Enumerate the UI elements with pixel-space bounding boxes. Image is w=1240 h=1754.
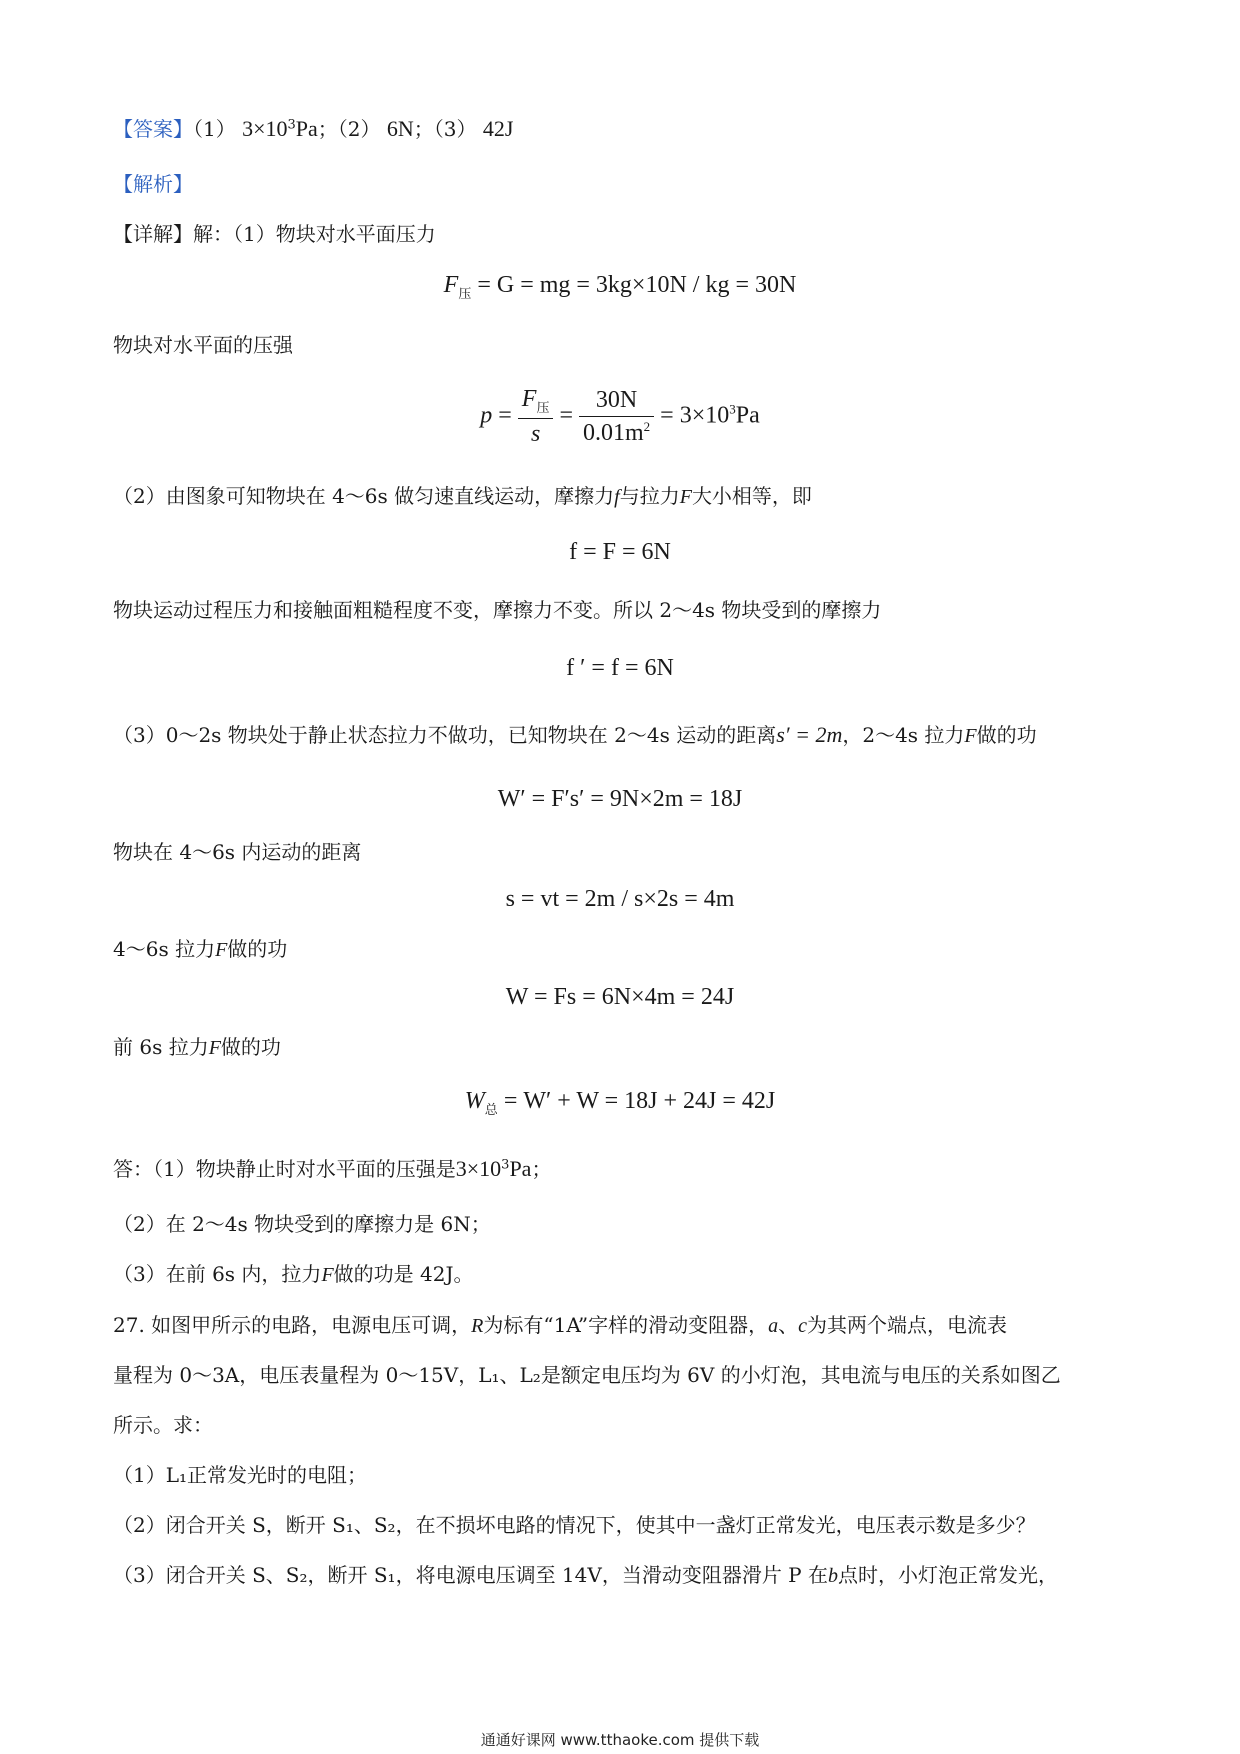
detail-line-3	[113, 484, 812, 509]
eq2-result-exp: 3	[729, 401, 736, 417]
conclusion-line-1	[113, 1156, 551, 1182]
answer-p1-unit: Pa	[295, 116, 318, 141]
q27-subquestion-2	[113, 1513, 1036, 1537]
eq2-frac-2	[579, 387, 654, 447]
line3-text-a: （2）由图象可知物块在 4～6s 做匀速直线运动，摩擦力	[113, 484, 615, 508]
conclusion-c3-text-a: （3）在前 6s 内，拉力	[113, 1262, 322, 1286]
conclusion-c2: （2）在 2～4s 物块受到的摩擦力是 6N；	[113, 1212, 491, 1236]
q27-l3: 所示。求：	[113, 1413, 213, 1437]
eq2-num2: 30N	[579, 387, 654, 417]
detail-tag: 【详解】	[113, 222, 193, 246]
line8-text-a: 前 6s 拉力	[113, 1035, 209, 1059]
equation-friction-2	[0, 655, 1240, 682]
eq2-den2-exp: 2	[643, 418, 651, 434]
conclusion-line-3	[113, 1262, 473, 1287]
q27-line-2	[113, 1363, 1061, 1387]
detail-line-6	[113, 840, 361, 864]
q27-q2: （2）闭合开关 S，断开 S₁、S₂，在不损坏电路的情况下，使其中一盏灯正常发光，电压表示数是多少？	[113, 1513, 1036, 1537]
detail-line-5	[113, 722, 1037, 748]
answer-tag: 【答案】	[113, 117, 193, 141]
line5-F: F	[964, 725, 977, 747]
eq5: W′ = F′s′ = 9N×2m = 18J	[497, 786, 743, 812]
line5-text-a: （3）0～2s 物块处于静止状态拉力不做功，已知物块在 2～4s 运动的距离	[113, 723, 777, 747]
detail-line-8	[113, 1035, 281, 1060]
answer-sep1: ；（2）	[317, 117, 381, 141]
eq7: W = Fs = 6N×4m = 24J	[505, 984, 735, 1010]
answer-line	[113, 116, 513, 142]
detail-line1-text: 解：（1）物块对水平面压力	[193, 222, 436, 246]
q27-R: R	[471, 1315, 484, 1337]
equation-total-work	[0, 1088, 1240, 1118]
eq1-lhs-sub: 压	[458, 285, 472, 301]
line5-text-c: 做的功	[976, 723, 1037, 747]
eq1-lhs: F	[443, 272, 459, 298]
conclusion-c1-end: ；	[531, 1157, 552, 1181]
q27-q3-text-a: （3）闭合开关 S、S₂，断开 S₁，将电源电压调至 14V，当滑动变阻器滑片 P 在	[113, 1563, 828, 1587]
line5-text-b: ，2～4s 拉力	[842, 723, 965, 747]
q27-l1-text-a: 27. 如图甲所示的电路，电源电压可调，	[113, 1313, 472, 1337]
analysis-line	[113, 172, 193, 196]
eq1-rhs: = G = mg = 3kg×10N / kg = 30N	[471, 272, 797, 298]
detail-line-2	[113, 333, 293, 357]
answer-p1-value: 3×10	[242, 116, 288, 141]
eq6: s = vt = 2m / s×2s = 4m	[505, 886, 735, 912]
equation-distance	[0, 886, 1240, 913]
eq8-lhs-sub: 总	[484, 1101, 498, 1117]
q27-l1-text-c: 、	[778, 1313, 799, 1337]
answer-sep2: ；（3）	[413, 117, 477, 141]
detail-line2-text: 物块对水平面的压强	[113, 333, 293, 357]
conclusion-c1-exp: 3	[501, 1157, 510, 1173]
equation-work-1	[0, 786, 1240, 813]
line7-text-a: 4～6s 拉力	[113, 937, 216, 961]
eq2-num-F: F	[521, 386, 537, 412]
answer-p1-label: （1）	[193, 117, 236, 141]
detail-line-7	[113, 937, 287, 962]
line8-F: F	[208, 1037, 221, 1059]
eq2-p: p	[480, 402, 493, 429]
q27-q1: （1）L₁正常发光时的电阻；	[113, 1463, 368, 1487]
q27-l1-text-b: 为标有“1A”字样的滑动变阻器，	[483, 1313, 769, 1337]
answer-p3-value: 42J	[482, 116, 514, 141]
detail-line6-text: 物块在 4～6s 内运动的距离	[113, 840, 362, 864]
eq2-result: 3×10	[679, 402, 730, 429]
eq2-num-sub: 压	[536, 399, 550, 415]
line3-f: f	[614, 486, 620, 508]
q27-c: c	[798, 1315, 807, 1337]
eq4: f ′ = f = 6N	[566, 655, 674, 681]
conclusion-line-2	[113, 1212, 491, 1236]
equation-friction	[0, 539, 1240, 566]
answer-p2-value: 6N	[386, 116, 414, 141]
line7-F: F	[215, 939, 228, 961]
eq2-den: s	[530, 420, 541, 447]
q27-q3-text-b: 点时，小灯泡正常发光，	[838, 1563, 1058, 1587]
line3-F: F	[679, 486, 692, 508]
eq8-rhs: = W′ + W = 18J + 24J = 42J	[497, 1088, 776, 1114]
q27-a: a	[768, 1315, 779, 1337]
conclusion-c3-text-b: 做的功是 42J。	[333, 1262, 474, 1286]
conclusion-c3-F: F	[321, 1264, 334, 1286]
line5-s: s′ = 2m	[776, 722, 843, 747]
q27-line-3	[113, 1413, 213, 1437]
eq2-den2: 0.01m	[583, 419, 644, 446]
eq8-lhs: W	[464, 1088, 485, 1114]
q27-subquestion-1	[113, 1463, 367, 1487]
detail-line4-text: 物块运动过程压力和接触面粗糙程度不变，摩擦力不变。所以 2～4s 物块受到的摩擦力	[113, 598, 882, 622]
q27-l1-text-d: 为其两个端点，电流表	[806, 1313, 1007, 1337]
conclusion-c1-text: 答：（1）物块静止时对水平面的压强是	[113, 1157, 456, 1181]
line3-text-c: 大小相等，即	[691, 484, 812, 508]
conclusion-c1-value: 3×10	[455, 1156, 502, 1181]
equation-work-2	[0, 984, 1240, 1011]
equation-pressure-force	[0, 272, 1240, 302]
detail-line-4	[113, 598, 881, 622]
line7-text-b: 做的功	[227, 937, 288, 961]
equation-pressure: p = $\frac{F_压}{s}$ = $\frac{30N}{0.01m^2}$ = $3\times 10^3Pa$	[480, 386, 760, 447]
line3-text-b: 与拉力	[619, 484, 680, 508]
answer-p1-exp: 3	[287, 117, 296, 133]
conclusion-c1-unit: Pa	[509, 1156, 532, 1181]
analysis-tag: 【解析】	[113, 172, 193, 196]
q27-line-1	[113, 1313, 1007, 1338]
eq2-result-unit: Pa	[735, 402, 760, 429]
eq3: f = F = 6N	[569, 539, 671, 565]
line8-text-b: 做的功	[220, 1035, 281, 1059]
detail-line-1	[113, 222, 436, 246]
q27-subquestion-3	[113, 1563, 1058, 1588]
q27-l2: 量程为 0～3A，电压表量程为 0～15V，L₁、L₂是额定电压均为 6V 的小灯泡，其电流与电压的关系如图乙	[113, 1363, 1061, 1387]
eq2-frac-1	[518, 386, 554, 448]
page-footer: 通通好课网 www.tthaoke.com 提供下载	[480, 1731, 760, 1749]
q27-b: b	[828, 1565, 838, 1587]
